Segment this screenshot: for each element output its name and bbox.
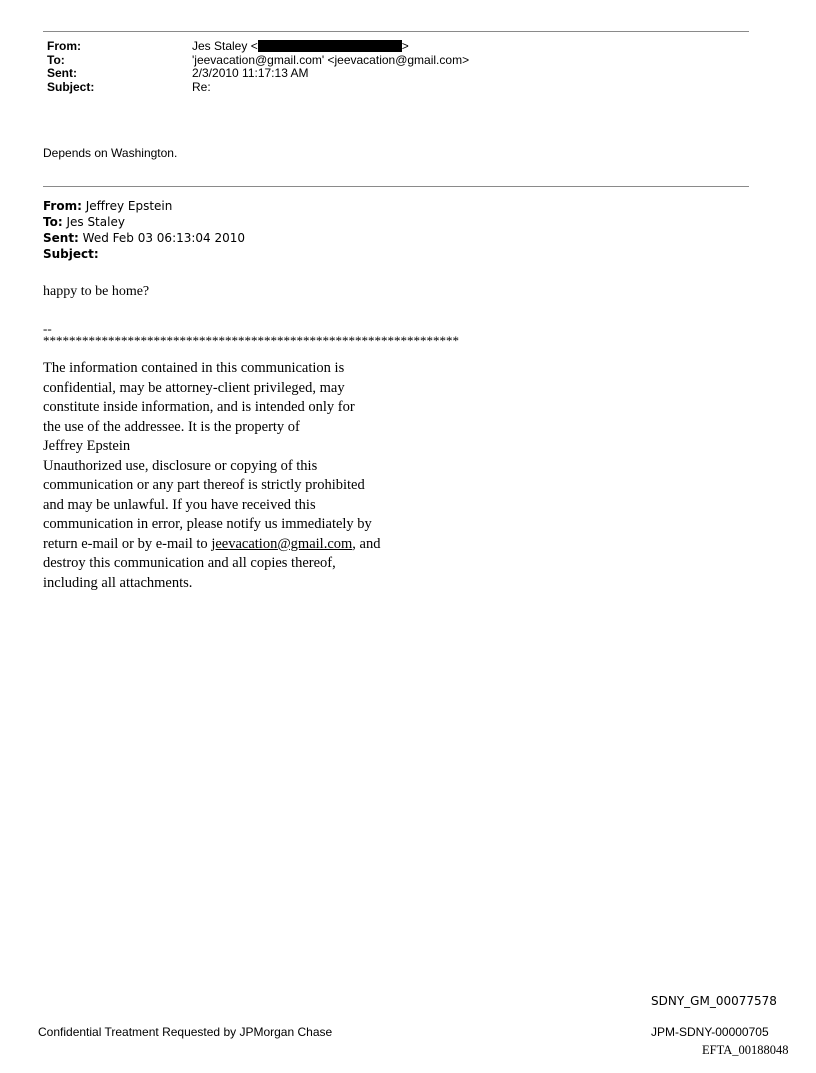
original-header — [43, 198, 245, 262]
disclaimer-line: the use of the addressee. It is the property of — [43, 418, 300, 435]
disclaimer-line: Unauthorized use, disclosure or copying of this — [43, 457, 318, 474]
original-subject: Subject: — [43, 247, 99, 261]
to-row — [47, 54, 469, 68]
disclaimer-line: communication or any part thereof is strictly prohibited — [43, 477, 365, 493]
to-value: 'jeevacation@gmail.com' <jeevacation@gmail.com> — [192, 52, 470, 67]
disclaimer-line: communication in error, please notify us immediately by — [43, 516, 372, 532]
disclaimer-line: and may be unlawful. If you have received this — [43, 496, 316, 513]
original-sent: Sent: Wed Feb 03 06:13:04 2010 — [43, 231, 246, 245]
original-from: From: Jeffrey Epstein — [43, 199, 173, 213]
bates-number-efta: EFTA_00188048 — [702, 1043, 789, 1057]
quoted-divider — [43, 186, 749, 187]
signature-dashes: -- — [43, 321, 52, 336]
subject-value: Re: — [192, 79, 211, 94]
original-to: To: Jes Staley — [43, 215, 125, 229]
email-link[interactable]: jeevacation@gmail.com — [211, 535, 353, 552]
bates-number-sdny: SDNY_GM_00077578 — [651, 994, 777, 1008]
top-divider — [43, 31, 749, 32]
disclaimer-line: return e-mail or by e-mail to jeevacation@gmail.com, and — [43, 535, 381, 552]
disclaimer-line: including all attachments. — [43, 574, 193, 591]
disclaimer-line: The information contained in this communication is — [43, 360, 345, 376]
sent-row — [47, 67, 469, 81]
from-value: Jes Staley < > — [192, 39, 409, 53]
subject-label: Subject: — [47, 79, 95, 94]
confidential-notice: Confidential Treatment Requested by JPMorgan Chase — [38, 1025, 333, 1039]
to-label: To: — [47, 52, 65, 67]
confidentiality-disclaimer — [43, 359, 380, 593]
email-header — [47, 40, 469, 94]
disclaimer-line: Jeffrey Epstein — [43, 438, 131, 454]
from-row — [47, 40, 469, 54]
disclaimer-line: destroy this communication and all copies thereof, — [43, 555, 336, 571]
sent-label: Sent: — [47, 66, 77, 80]
bates-number-jpm: JPM-SDNY-00000705 — [651, 1025, 769, 1039]
original-body: happy to be home? — [43, 284, 150, 299]
sent-value: 2/3/2010 11:17:13 AM — [192, 66, 309, 80]
reply-body: Depends on Washington. — [43, 146, 178, 160]
disclaimer-line: constitute inside information, and is intended only for — [43, 399, 355, 415]
signature-stars: **************************************************************** — [43, 333, 459, 348]
redaction-box — [258, 40, 402, 52]
from-label: From: — [47, 39, 81, 53]
disclaimer-line: confidential, may be attorney-client privileged, may — [43, 379, 345, 396]
subject-row — [47, 81, 469, 95]
signature-separator — [43, 323, 459, 347]
